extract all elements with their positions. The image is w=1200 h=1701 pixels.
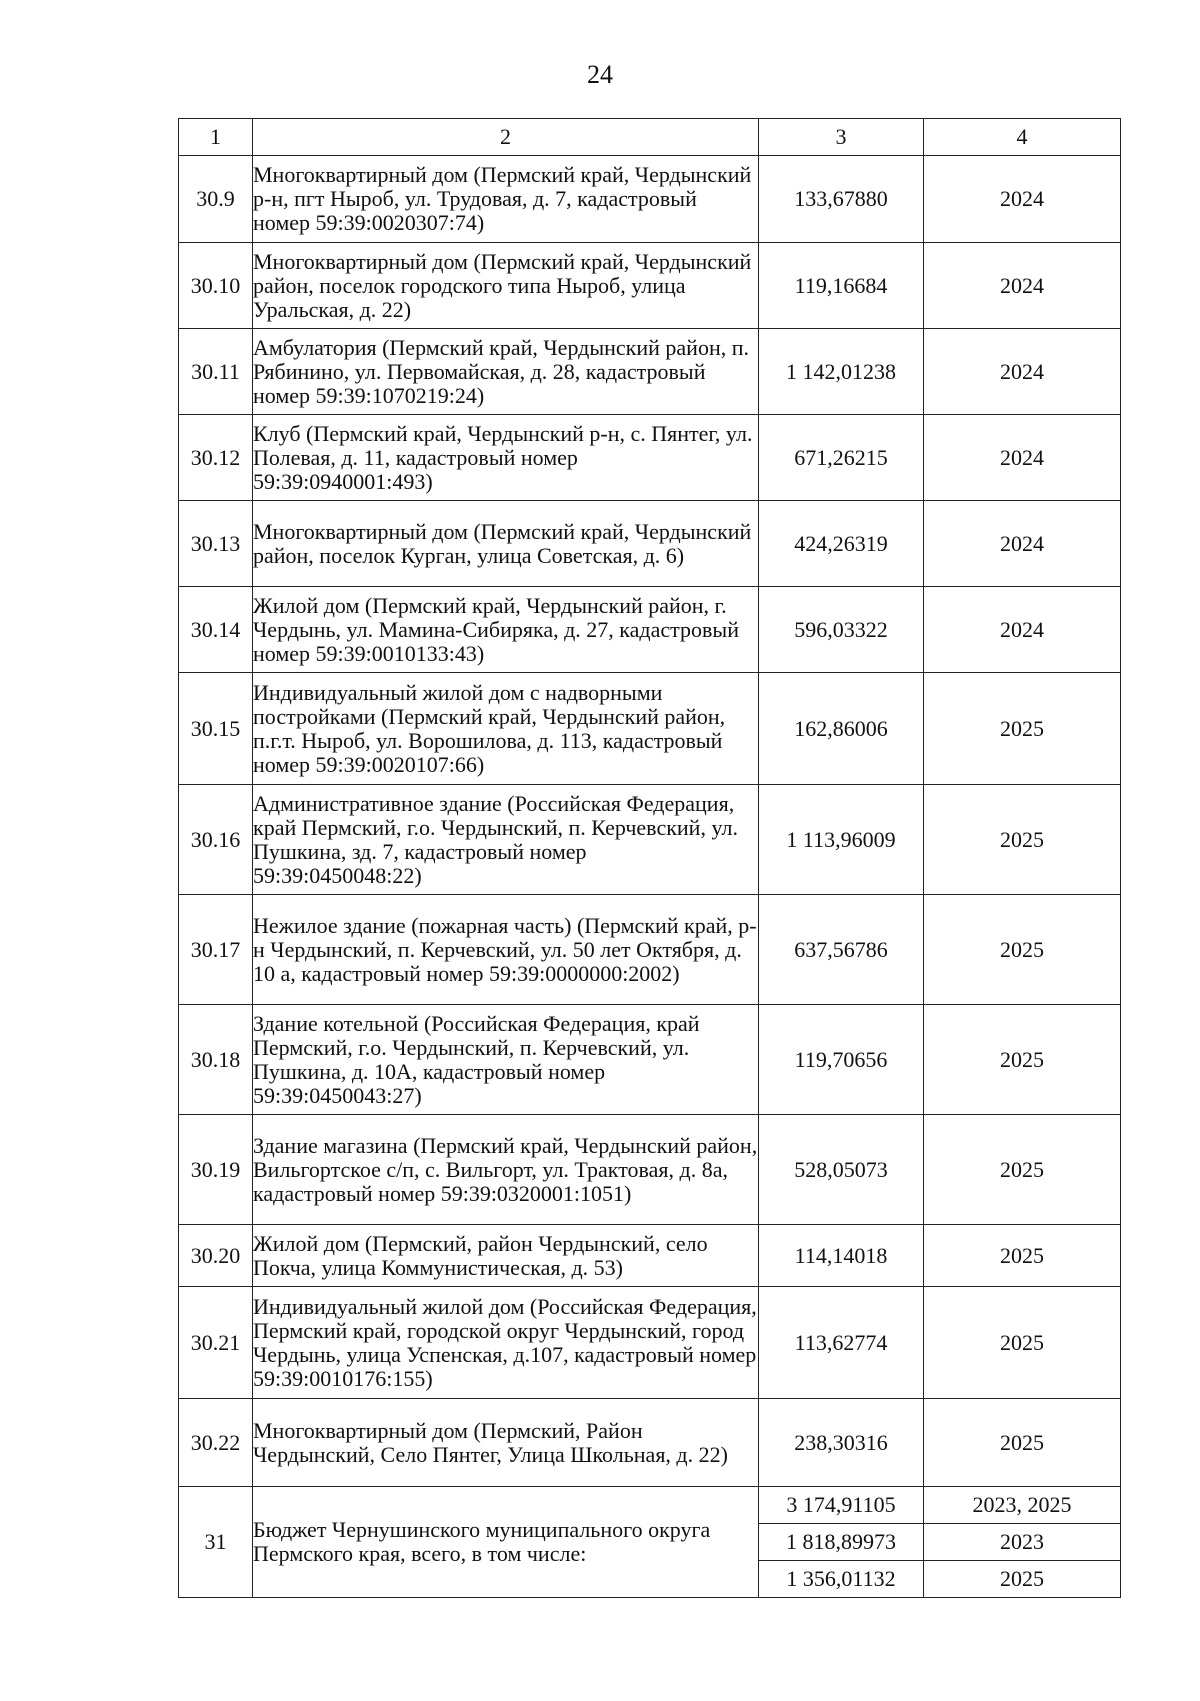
row-amount: 1 113,96009: [759, 785, 924, 895]
row-year: 2024: [924, 587, 1121, 673]
row-year: 2024: [924, 501, 1121, 587]
row-year: 2025: [924, 1561, 1121, 1598]
table-row: [179, 501, 1121, 587]
row-amount: 113,62774: [759, 1287, 924, 1399]
table-row: [179, 243, 1121, 329]
row-name: Жилой дом (Пермский, район Чердынский, село Покча, улица Коммунистическая, д. 53): [253, 1225, 759, 1287]
row-number: 30.9: [179, 156, 253, 243]
row-amount: 114,14018: [759, 1225, 924, 1287]
row-name: Здание магазина (Пермский край, Чердынский район, Вильгортское с/п, с. Вильгорт, ул. Трактовая, д. 8а, кадастровый номер 59:39:0320001:1051): [253, 1115, 759, 1225]
row-year: 2024: [924, 243, 1121, 329]
header-col-1: 1: [179, 119, 253, 156]
row-amount: 3 174,91105: [759, 1487, 924, 1524]
row-number: 30.14: [179, 587, 253, 673]
row-year: 2025: [924, 1287, 1121, 1399]
header-col-4: 4: [924, 119, 1121, 156]
row-name: Многоквартирный дом (Пермский край, Чердынский р-н, пгт Ныроб, ул. Трудовая, д. 7, кадастровый номер 59:39:0020307:74): [253, 156, 759, 243]
row-year: 2024: [924, 156, 1121, 243]
row-year: 2025: [924, 895, 1121, 1005]
table-row: [179, 329, 1121, 415]
header-col-3: 3: [759, 119, 924, 156]
row-year: 2024: [924, 415, 1121, 501]
row-amount: 119,16684: [759, 243, 924, 329]
row-year: 2025: [924, 1005, 1121, 1115]
page-number: 24: [587, 60, 613, 89]
row-year: 2023: [924, 1524, 1121, 1561]
row-year: 2025: [924, 1225, 1121, 1287]
table-row: [179, 1287, 1121, 1399]
row-amount: 424,26319: [759, 501, 924, 587]
table-header-row: [179, 119, 1121, 156]
row-year: 2025: [924, 1115, 1121, 1225]
row-name: Здание котельной (Российская Федерация, край Пермский, г.о. Чердынский, п. Керчевский, ул. Пушкина, д. 10А, кадастровый номер 59:39:0450043:27): [253, 1005, 759, 1115]
row-name: Бюджет Чернушинского муниципального округа Пермского края, всего, в том числе:: [253, 1487, 759, 1598]
row-number: 30.15: [179, 673, 253, 785]
row-name: Многоквартирный дом (Пермский, Район Чердынский, Село Пянтег, Улица Школьная, д. 22): [253, 1399, 759, 1487]
budget-table: [178, 118, 1121, 1598]
table-row: [179, 1115, 1121, 1225]
row-amount: 1 142,01238: [759, 329, 924, 415]
table-row: [179, 895, 1121, 1005]
row-name: Индивидуальный жилой дом с надворными постройками (Пермский край, Чердынский район, п.г.т. Ныроб, ул. Ворошилова, д. 113, кадастровый номер 59:39:0020107:66): [253, 673, 759, 785]
table-row: [179, 587, 1121, 673]
table-row: [179, 1399, 1121, 1487]
row-name: Многоквартирный дом (Пермский край, Чердынский район, поселок городского типа Ныроб, улица Уральская, д. 22): [253, 243, 759, 329]
row-amount: 119,70656: [759, 1005, 924, 1115]
row-number: 30.13: [179, 501, 253, 587]
row-amount: 238,30316: [759, 1399, 924, 1487]
row-amount: 528,05073: [759, 1115, 924, 1225]
row-number: 30.12: [179, 415, 253, 501]
row-name: Многоквартирный дом (Пермский край, Чердынский район, поселок Курган, улица Советская, д. 6): [253, 501, 759, 587]
row-number: 30.20: [179, 1225, 253, 1287]
row-year: 2025: [924, 673, 1121, 785]
row-amount: 1 818,89973: [759, 1524, 924, 1561]
row-amount: 162,86006: [759, 673, 924, 785]
table-row: [179, 415, 1121, 501]
row-number: 30.16: [179, 785, 253, 895]
row-name: Индивидуальный жилой дом (Российская Федерация, Пермский край, городской округ Чердынский, город Чердынь, улица Успенская, д.107, кадастровый номер 59:39:0010176:155): [253, 1287, 759, 1399]
row-amount: 1 356,01132: [759, 1561, 924, 1598]
row-amount: 133,67880: [759, 156, 924, 243]
row-year: 2025: [924, 785, 1121, 895]
row-name: Нежилое здание (пожарная часть) (Пермский край, р-н Чердынский, п. Керчевский, ул. 50 лет Октября, д. 10 а, кадастровый номер 59:39:0000000:2002): [253, 895, 759, 1005]
table-row: [179, 785, 1121, 895]
row-amount: 596,03322: [759, 587, 924, 673]
row-name: Административное здание (Российская Федерация, край Пермский, г.о. Чердынский, п. Керчевский, ул. Пушкина, зд. 7, кадастровый номер 59:39:0450048:22): [253, 785, 759, 895]
table-row: [179, 673, 1121, 785]
row-name: Клуб (Пермский край, Чердынский р-н, с. Пянтег, ул. Полевая, д. 11, кадастровый номер 59:39:0940001:493): [253, 415, 759, 501]
row-number: 30.21: [179, 1287, 253, 1399]
row-year: 2025: [924, 1399, 1121, 1487]
row-number: 31: [179, 1487, 253, 1598]
row-year: 2024: [924, 329, 1121, 415]
row-amount: 637,56786: [759, 895, 924, 1005]
table-row: [179, 156, 1121, 243]
table-row-total: [179, 1487, 1121, 1524]
row-name: Жилой дом (Пермский край, Чердынский район, г. Чердынь, ул. Мамина-Сибиряка, д. 27, кадастровый номер 59:39:0010133:43): [253, 587, 759, 673]
header-col-2: 2: [253, 119, 759, 156]
table-row: [179, 1005, 1121, 1115]
row-amount: 671,26215: [759, 415, 924, 501]
table-row: [179, 1225, 1121, 1287]
row-number: 30.10: [179, 243, 253, 329]
row-name: Амбулатория (Пермский край, Чердынский район, п. Рябинино, ул. Первомайская, д. 28, кадастровый номер 59:39:1070219:24): [253, 329, 759, 415]
row-number: 30.18: [179, 1005, 253, 1115]
row-number: 30.11: [179, 329, 253, 415]
row-number: 30.17: [179, 895, 253, 1005]
row-number: 30.22: [179, 1399, 253, 1487]
row-year: 2023, 2025: [924, 1487, 1121, 1524]
row-number: 30.19: [179, 1115, 253, 1225]
